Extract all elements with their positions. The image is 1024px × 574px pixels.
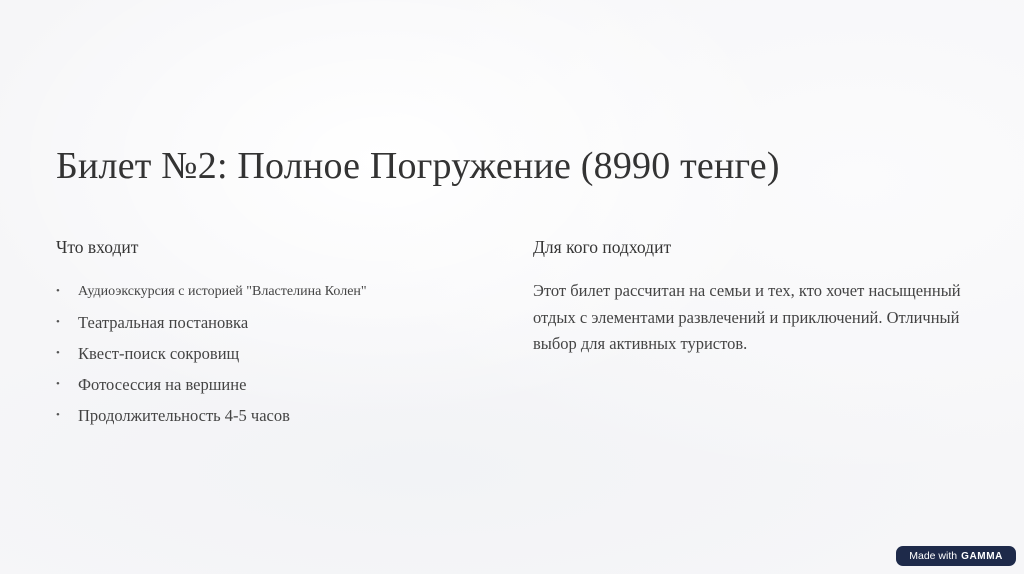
made-with-gamma-badge[interactable] bbox=[896, 546, 1016, 566]
list-item-text: Квест-поиск сокровищ bbox=[78, 344, 240, 363]
list-item bbox=[56, 400, 476, 431]
list-item bbox=[56, 369, 476, 400]
bullet-icon: • bbox=[56, 409, 60, 421]
included-list bbox=[56, 276, 476, 431]
included-column bbox=[56, 236, 476, 431]
bullet-icon: • bbox=[56, 378, 60, 390]
audience-description: Этот билет рассчитан на семьи и тех, кто хочет насыщенный отдых с элементами развлечений и приключений. Отличный выбор для активных туристов. bbox=[533, 281, 961, 353]
badge-prefix: Made with bbox=[909, 550, 958, 562]
audience-column bbox=[533, 236, 973, 358]
audience-heading: Для кого подходит bbox=[533, 237, 672, 257]
included-heading: Что входит bbox=[56, 237, 139, 257]
list-item-text: Театральная постановка bbox=[78, 313, 249, 332]
list-item-text: Аудиоэкскурсия с историей "Властелина Колен" bbox=[78, 284, 367, 299]
list-item bbox=[56, 338, 476, 369]
gamma-logo: GAMMA bbox=[961, 550, 1003, 562]
bullet-icon: • bbox=[56, 285, 60, 297]
slide-title: Билет №2: Полное Погружение (8990 тенге) bbox=[56, 145, 780, 187]
list-item-text: Продолжительность 4-5 часов bbox=[78, 406, 290, 425]
list-item-text: Фотосессия на вершине bbox=[78, 375, 247, 394]
bullet-icon: • bbox=[56, 347, 60, 359]
list-item bbox=[56, 307, 476, 338]
list-item bbox=[56, 276, 476, 307]
bullet-icon: • bbox=[56, 316, 60, 328]
